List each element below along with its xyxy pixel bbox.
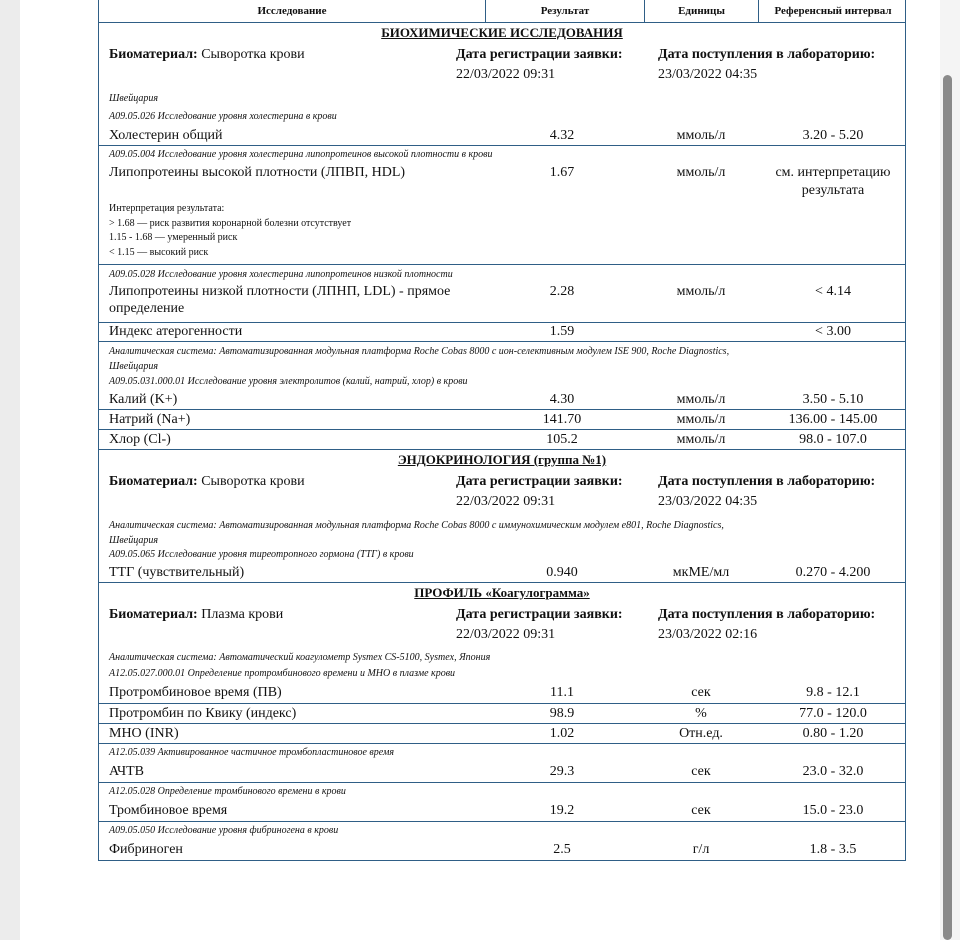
test-result: 29.3 — [549, 764, 575, 779]
interp-line: 1.15 - 1.68 — умеренный риск — [109, 232, 238, 243]
reg-date-value: 22/03/2022 09:31 — [456, 67, 556, 82]
note-text: Швейцария — [109, 93, 158, 104]
test-ref: 9.8 - 12.1 — [806, 685, 860, 700]
test-name: Фибриноген — [109, 842, 183, 857]
table-row — [99, 429, 905, 449]
table-row — [99, 840, 905, 860]
test-units: ммоль/л — [676, 128, 726, 143]
test-code: A09.05.065 Исследование уровня тиреотропного гормона (ТТГ) в крови — [109, 549, 414, 560]
test-name: Протромбин по Квику (индекс) — [109, 706, 297, 721]
test-ref: 3.50 - 5.10 — [802, 392, 864, 407]
biomaterial-value: Сыворотка крови — [201, 47, 305, 62]
lab-results-table — [98, 0, 906, 861]
table-header — [98, 0, 906, 23]
test-name-cont: определение — [109, 301, 185, 316]
test-units: ммоль/л — [676, 412, 726, 427]
table-row — [99, 284, 905, 322]
test-result: 11.1 — [550, 685, 574, 700]
lab-date-value: 23/03/2022 04:35 — [658, 67, 758, 82]
reg-date-label: Дата регистрации заявки: — [456, 474, 623, 489]
table-row — [99, 723, 905, 743]
test-ref: см. интерпретацию — [775, 165, 891, 180]
test-name: Тромбиновое время — [109, 803, 228, 818]
test-units: Отн.ед. — [679, 726, 723, 741]
analyzer-note — [99, 341, 905, 373]
section-coag — [98, 583, 906, 861]
table-row — [99, 683, 905, 703]
test-ref: 1.8 - 3.5 — [809, 842, 857, 857]
test-result: 98.9 — [549, 706, 575, 721]
test-code: A12.05.039 Активированное частичное тромбопластиновое время — [99, 743, 905, 762]
test-name: Протромбиновое время (ПВ) — [109, 685, 282, 700]
lab-date-value: 23/03/2022 04:35 — [658, 494, 758, 509]
analyzer-line: Швейцария — [109, 361, 158, 372]
biomaterial-block — [99, 470, 905, 514]
test-name: Хлор (Cl-) — [109, 432, 171, 447]
test-code: A12.05.027.000.01 Определение протромбинового времени и МНО в плазме крови — [109, 668, 456, 679]
test-units: г/л — [692, 842, 710, 857]
test-ref: < 4.14 — [815, 284, 851, 299]
table-row — [99, 126, 905, 145]
test-ref: 15.0 - 23.0 — [802, 803, 864, 818]
interp-title: Интерпретация результата: — [109, 203, 225, 214]
section-title: ПРОФИЛЬ «Коагулограмма» — [414, 585, 590, 600]
biomaterial-value: Сыворотка крови — [201, 474, 305, 489]
test-result: 1.59 — [549, 324, 575, 339]
test-name: МНО (INR) — [109, 726, 179, 741]
biomaterial-block — [99, 43, 905, 87]
test-ref: 136.00 - 145.00 — [788, 412, 878, 427]
test-units: ммоль/л — [676, 284, 726, 299]
test-name: АЧТВ — [109, 764, 144, 779]
biomaterial-value: Плазма крови — [201, 607, 284, 622]
test-name: ТТГ (чувствительный) — [109, 565, 245, 580]
test-units: % — [695, 706, 707, 721]
test-result: 4.32 — [549, 128, 575, 143]
interp-line: > 1.68 — риск развития коронарной болезни отсутствует — [109, 217, 352, 229]
reg-date-value: 22/03/2022 09:31 — [456, 627, 556, 642]
analyzer-note — [99, 514, 905, 546]
analyzer-note: Аналитическая система: Автоматический коагулометр Sysmex CS-5100, Sysmex, Япония — [109, 652, 491, 663]
test-ref: 98.0 - 107.0 — [799, 432, 867, 447]
header-ref: Референсный интервал — [774, 5, 892, 17]
table-row — [99, 409, 905, 429]
test-ref-cont: результата — [801, 183, 865, 198]
reg-date-label: Дата регистрации заявки: — [456, 47, 623, 62]
test-units: сек — [691, 803, 711, 818]
test-name: Липопротеины низкой плотности (ЛПНП, LDL) - прямое — [109, 284, 451, 299]
header-units: Единицы — [645, 0, 759, 22]
test-units: ммоль/л — [676, 392, 726, 407]
section-title: ЭНДОКРИНОЛОГИЯ (группа №1) — [397, 452, 607, 467]
lab-date-label: Дата поступления в лабораторию: — [658, 474, 876, 489]
test-units: сек — [691, 685, 711, 700]
interp-line: < 1.15 — высокий риск — [109, 246, 209, 258]
test-code: A12.05.028 Определение тромбинового времени в крови — [99, 782, 905, 801]
table-row — [99, 563, 905, 582]
table-row — [99, 390, 905, 409]
test-name: Холестерин общий — [109, 128, 223, 143]
test-name: Липопротеины высокой плотности (ЛПВП, HDL) — [109, 165, 406, 180]
analyzer-line: Швейцария — [109, 535, 158, 546]
test-units: ммоль/л — [676, 165, 726, 180]
section-biochem — [98, 23, 906, 450]
header-result: Результат — [486, 0, 645, 22]
analyzer-line: Аналитическая система: Автоматизированная модульная платформа Roche Cobas 8000 с ион-селективным модулем ISE 900, Roche Diagnostics, — [109, 346, 730, 357]
table-row — [99, 703, 905, 723]
test-code: A09.05.031.000.01 Исследование уровня электролитов (калий, натрий, хлор) в крови — [109, 376, 468, 387]
biomaterial-label: Биоматериал: — [109, 47, 198, 62]
test-ref: < 3.00 — [815, 324, 851, 339]
test-name: Натрий (Na+) — [109, 412, 191, 427]
biomaterial-label: Биоматериал: — [109, 607, 198, 622]
test-result: 19.2 — [549, 803, 575, 818]
table-row — [99, 322, 905, 341]
test-ref: 77.0 - 120.0 — [799, 706, 867, 721]
test-ref: 3.20 - 5.20 — [802, 128, 864, 143]
test-code: A09.05.026 Исследование уровня холестерина в крови — [109, 111, 337, 122]
header-test: Исследование — [99, 0, 486, 22]
test-units: мкМЕ/мл — [672, 565, 730, 580]
biomaterial-block — [99, 603, 905, 647]
test-units: ммоль/л — [676, 432, 726, 447]
test-units: сек — [691, 764, 711, 779]
table-row — [99, 801, 905, 821]
test-code: A09.05.050 Исследование уровня фибриногена в крови — [99, 821, 905, 840]
biomaterial-label: Биоматериал: — [109, 474, 198, 489]
test-name: Индекс атерогенности — [109, 324, 243, 339]
test-name: Калий (K+) — [109, 392, 178, 407]
lab-date-value: 23/03/2022 02:16 — [658, 627, 758, 642]
lab-date-label: Дата поступления в лабораторию: — [658, 47, 876, 62]
test-ref: 23.0 - 32.0 — [802, 764, 864, 779]
lab-date-label: Дата поступления в лабораторию: — [658, 607, 876, 622]
test-result: 141.70 — [542, 412, 582, 427]
section-title: БИОХИМИЧЕСКИЕ ИССЛЕДОВАНИЯ — [381, 25, 623, 40]
scrollbar-thumb[interactable] — [943, 75, 952, 940]
test-result: 1.02 — [549, 726, 575, 741]
table-row — [99, 762, 905, 782]
test-result: 2.28 — [549, 284, 575, 299]
test-result: 105.2 — [546, 432, 578, 447]
table-row — [99, 164, 905, 202]
test-result: 0.940 — [546, 565, 578, 580]
test-result: 1.67 — [549, 165, 575, 180]
test-ref: 0.80 - 1.20 — [802, 726, 864, 741]
test-result: 2.5 — [553, 842, 571, 857]
test-code: A09.05.004 Исследование уровня холестерина липопротеинов высокой плотности в крови — [99, 145, 905, 164]
section-endo — [98, 450, 906, 583]
test-code: A09.05.028 Исследование уровня холестерина липопротеинов низкой плотности — [99, 264, 905, 284]
reg-date-value: 22/03/2022 09:31 — [456, 494, 556, 509]
reg-date-label: Дата регистрации заявки: — [456, 607, 623, 622]
test-ref: 0.270 - 4.200 — [795, 565, 871, 580]
interpretation-block — [99, 202, 905, 264]
analyzer-line: Аналитическая система: Автоматизированная модульная платформа Roche Cobas 8000 с иммунохимическим модулем e801, Roche Diagnostics, — [109, 520, 724, 531]
test-result: 4.30 — [549, 392, 575, 407]
